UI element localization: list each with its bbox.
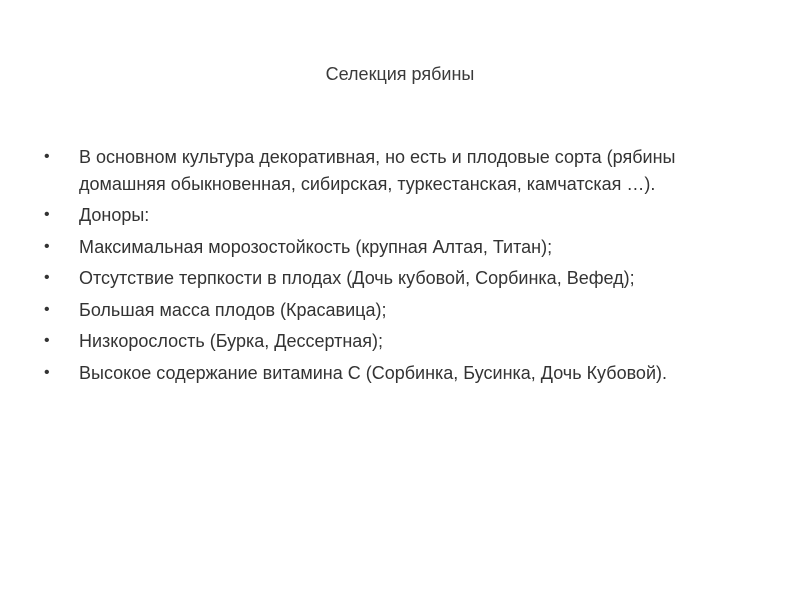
bullet-icon: • <box>44 237 50 255</box>
list-item-text: Отсутствие терпкости в плодах (Дочь кубовой, Сорбинка, Вефед); <box>79 268 635 288</box>
list-item-text: В основном культура декоративная, но есть и плодовые сорта (рябины домашняя обыкновенная, сибирская, туркестанская, камчатская …). <box>79 147 676 194</box>
bullet-icon: • <box>44 206 50 223</box>
bullet-icon: • <box>44 148 50 165</box>
list-item <box>40 202 740 229</box>
list-item-text: Большая масса плодов (Красавица); <box>79 299 387 320</box>
list-item <box>40 360 740 387</box>
bullet-icon: • <box>44 332 50 349</box>
bullet-icon: • <box>44 269 50 286</box>
list-item-text: Низкорослость (Бурка, Дессертная); <box>79 331 384 351</box>
list-item <box>40 265 740 292</box>
list-item-text: Максимальная морозостойкость (крупная Алтая, Титан); <box>79 236 553 257</box>
list-item <box>40 234 740 261</box>
list-item-text: Высокое содержание витамина С (Сорбинка, Бусинка, Дочь Кубовой). <box>79 362 667 383</box>
list-item <box>40 297 740 324</box>
bullet-icon: • <box>44 363 50 381</box>
list-item-text: Доноры: <box>79 205 150 225</box>
bullet-list <box>40 144 740 391</box>
list-item <box>40 328 740 355</box>
slide-title: Селекция рябины <box>325 64 475 84</box>
bullet-icon: • <box>44 300 50 318</box>
list-item <box>40 144 740 197</box>
